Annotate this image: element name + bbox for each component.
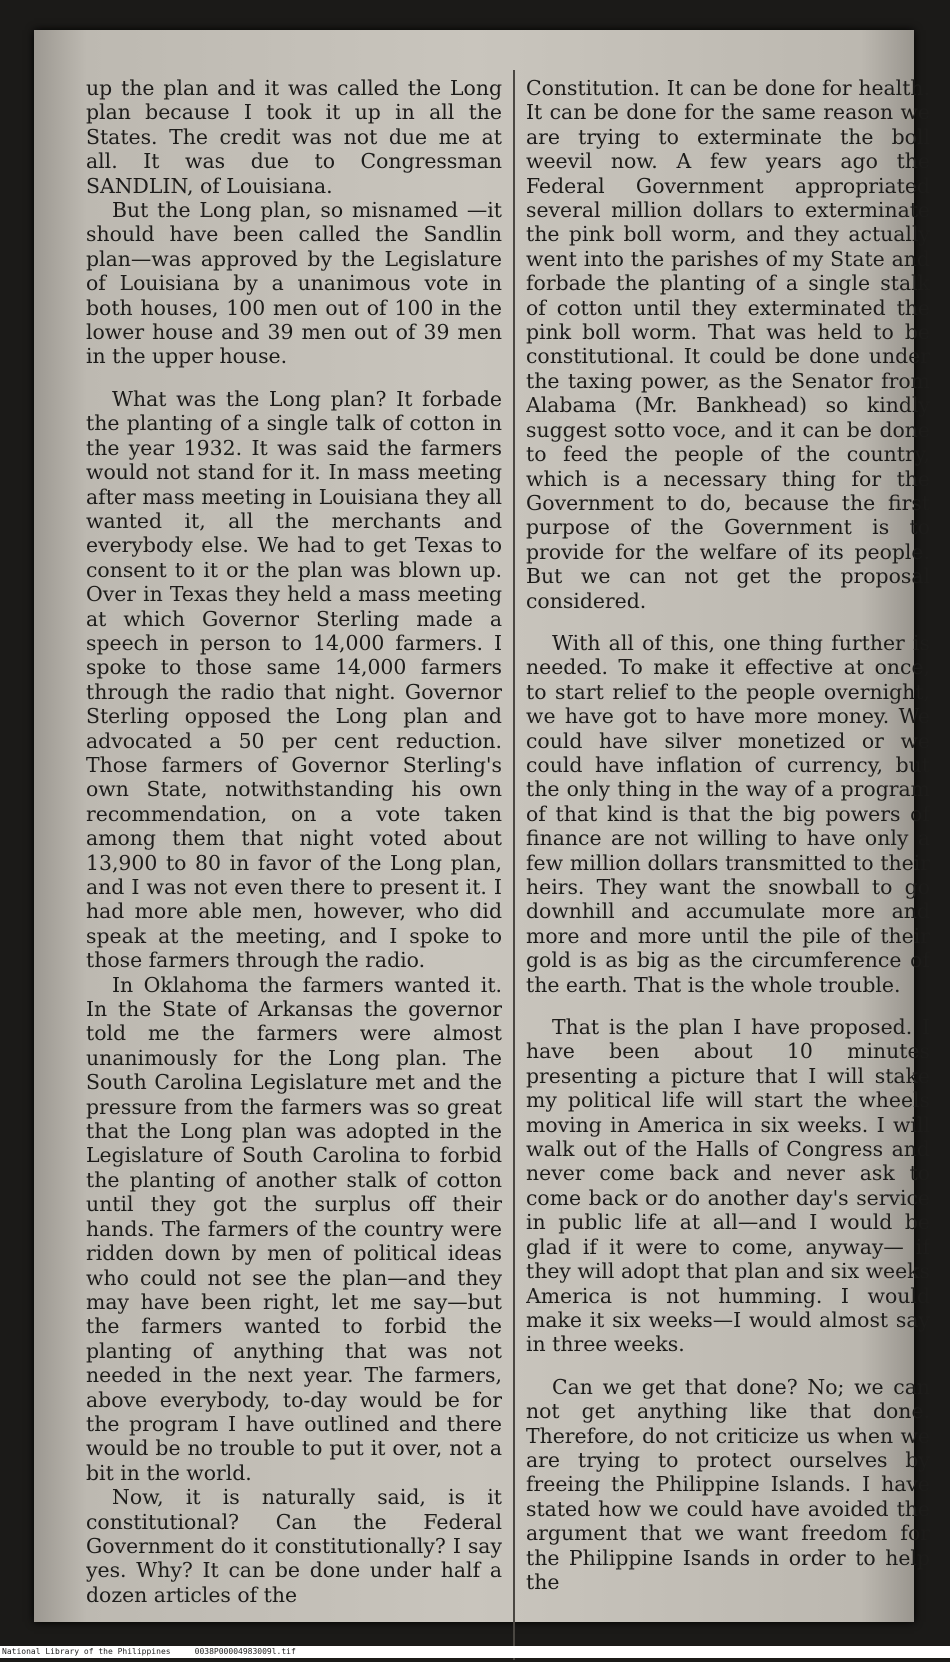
paragraph: In Oklahoma the farmers wanted it. In the State of Arkansas the governor told me the farmers were almost unanimously for the Long plan. The South Carolina Legislature met and the pressure from the farmers was so great that the Long plan was adopted in the Legislature of South Carolina to forbid the planting of another stalk of cotton until they got the surplus off their hands. The farmers of the country were ridden down by men of political ideas who could not see the plan—and they may have been right, let me say—but the farmers wanted to forbid the planting of anything that was not needed in the next year. The farmers, above everybody, to-day would be for the program I have outlined and there would be no trouble to put it over, not a bit in the world. <box>86 972 502 1485</box>
newspaper-clipping <box>34 30 930 1622</box>
paragraph: But the Long plan, so misnamed —it should have been called the Sandlin plan—was approved by the Legislature of Louisiana by a unanimous vote in both houses, 100 men out of 100 in the lower house and 39 men out of 39 men in the upper house. <box>86 198 502 369</box>
archive-footer-caption: National Library of the Philippines 0038P00004983009l.tif <box>0 1646 950 1658</box>
paragraph: up the plan and it was called the Long plan because I took it up in all the States. The credit was not due me at all. It was due to Congressman SANDLIN, of Louisiana. <box>86 76 502 198</box>
paragraph: Can we get that done? No; we can not get anything like that done. Therefore, do not criticize us when we are trying to protect ourselves by freeing the Philippine Islands. I have stated how we could have avoided the argument that we want freedom for the Philippine Isands in order to help the <box>526 1374 930 1594</box>
paragraph: Constitution. It can be done for health. It can be done for the same reason we are trying to exterminate the boll weevil now. A few years ago the Federal Government appropriated several million dollars to exterminate the pink boll worm, and they actually went into the parishes of my State and forbade the planting of a single stalk of cotton until they exterminated the pink boll worm. That was held to be constitutional. It could be done under the taxing power, as the Senator from Alabama (Mr. Bankhead) so kindly suggest sotto voce, and it can be done to feed the people of the country, which is a necessary thing for the Government to do, because the first purpose of the Government is to provide for the welfare of its people. But we can not get the proposal considered. <box>526 76 930 613</box>
paragraph: With all of this, one thing further is needed. To make it effective at once, to start relief to the people overnight, we have got to have more money. We could have silver monetized or we could have inflation of currency, but the only thing in the way of a program of that kind is that the big powers of finance are not willing to have only a few million dollars transmitted to their heirs. They want the snowball to go downhill and accumulate more and more and more until the pile of their gold is as big as the circumference of the earth. That is the whole trouble. <box>526 630 930 997</box>
paragraph: That is the plan I have proposed. I have been about 10 minutes presenting a picture that I will stake my political life will start the wheels moving in America in six weeks. I will walk out of the Halls of Congress and never come back and never ask to come back or do another day's service in public life at all—and I would be glad if it were to come, anyway— if they will adopt that plan and six weeks America is not humming. I would make it six weeks—I would almost say in three weeks. <box>526 1015 930 1357</box>
paragraph: What was the Long plan? It forbade the planting of a single talk of cotton in the year 1932. It was said the farmers would not stand for it. In mass meeting after mass meeting in Louisiana they all wanted it, all the merchants and everybody else. We had to get Texas to consent to it or the plan was blown up. Over in Texas they held a mass meeting at which Governor Sterling made a speech in person to 14,000 farmers. I spoke to those same 14,000 farmers through the radio that night. Governor Sterling opposed the Long plan and advocated a 50 per cent reduction. Those farmers of Governor Sterling's own State, notwithstanding his own recommendation, on a vote taken among them that night voted about 13,900 to 80 in favor of the Long plan, and I was not even there to present it. I had more able men, however, who did speak at the meeting, and I spoke to those farmers through the radio. <box>86 386 502 973</box>
left-column <box>86 76 502 1662</box>
paragraph: Now, it is naturally said, is it constitutional? Can the Federal Government do it constitutionally? I say yes. Why? It can be done under half a dozen articles of the <box>86 1485 502 1607</box>
column-divider <box>513 70 515 1660</box>
right-column <box>526 76 930 1662</box>
